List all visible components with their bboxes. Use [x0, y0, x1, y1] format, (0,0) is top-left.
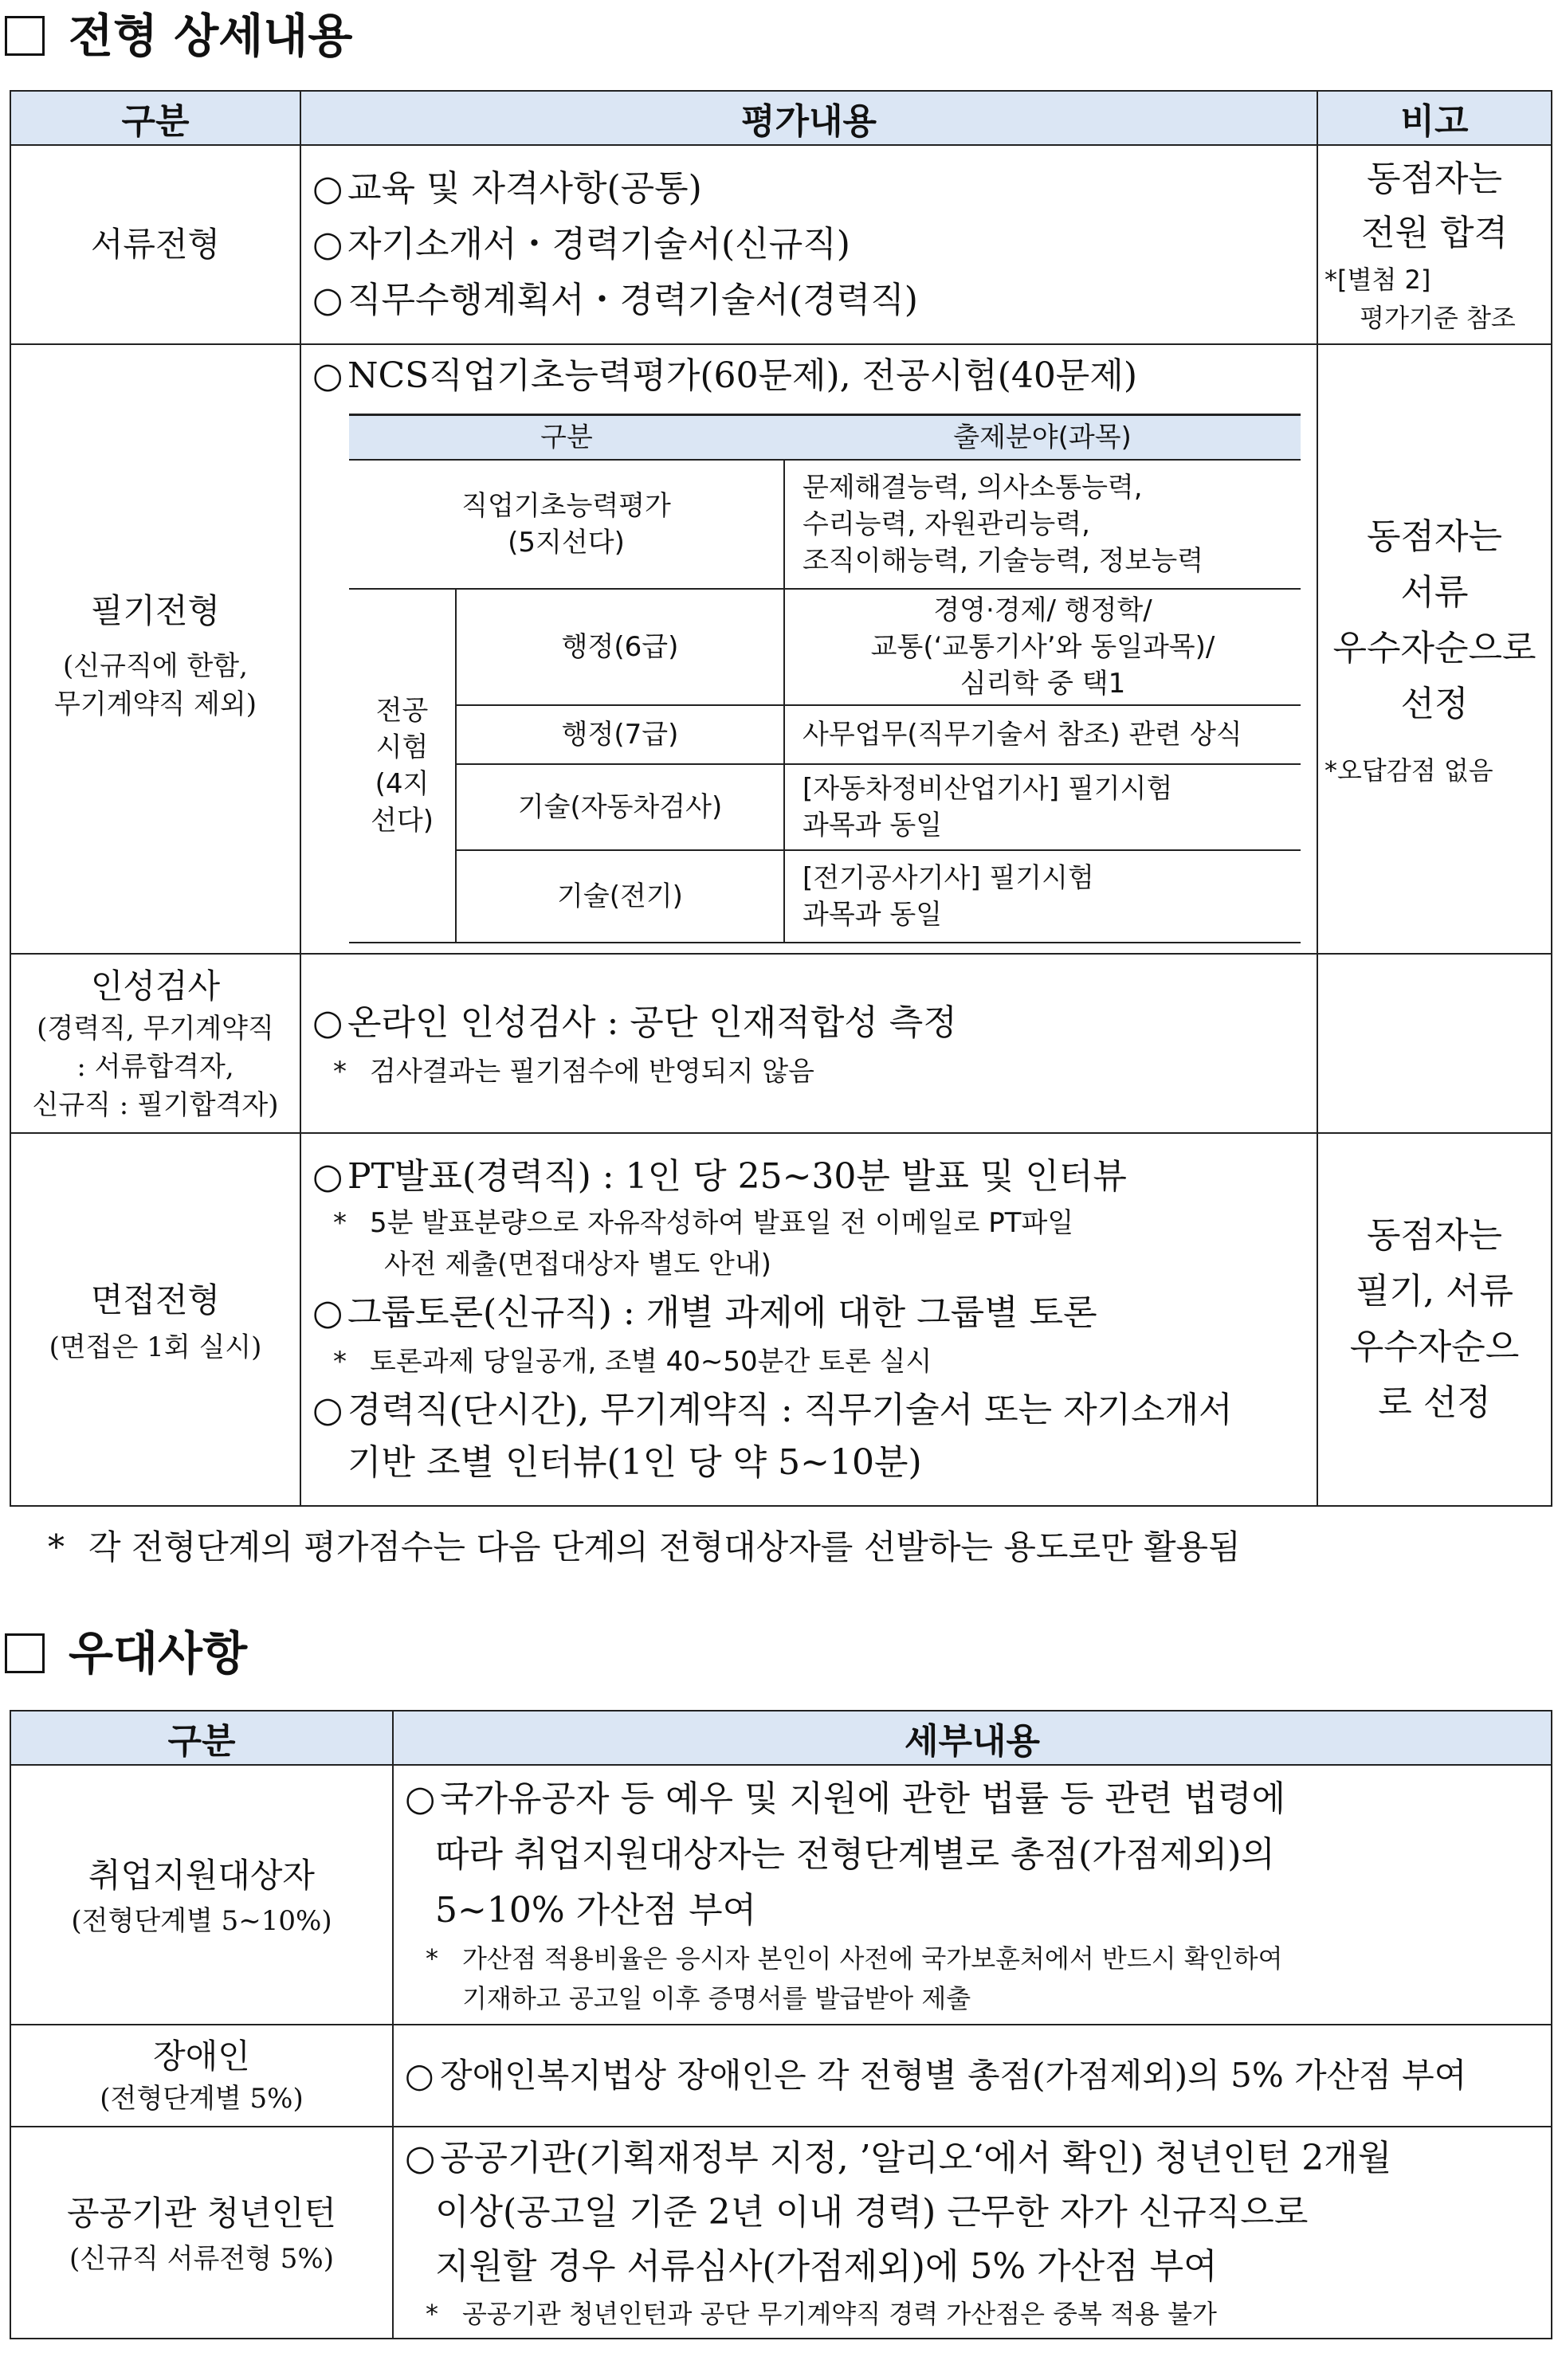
table-row: [10, 1765, 1552, 2025]
header-category: 구분: [10, 1711, 393, 1765]
list-item: ○ 공공기관(기획재정부 지정, ’알리오‘에서 확인) 청년인턴 2개월: [405, 2138, 1392, 2178]
note: * 가산점 적용비율은 응시자 본인이 사전에 국가보훈처에서 반드시 확인하여: [426, 1943, 1283, 1974]
list-item: ○ 온라인 인성검사 : 공단 인재적합성 측정: [312, 1002, 957, 1043]
ncs-fields: 문제해결능력, 의사소통능력, 수리능력, 자원관리능력, 조직이해능력, 기술능력, 정보능력: [784, 460, 1301, 589]
table-row: [349, 460, 1301, 589]
major-fields: [자동차정비산업기사] 필기시험 과목과 동일: [784, 764, 1301, 850]
table-header-row: [10, 91, 1552, 145]
list-item: ○ 장애인복지법상 장애인은 각 전형별 총점(가점제외)의 5% 가산점 부여: [405, 2056, 1467, 2095]
checkbox-icon: [5, 1633, 45, 1673]
interview-content: [300, 1133, 1317, 1506]
list-item: ○ 교육 및 자격사항(공통): [312, 168, 702, 209]
list-item-continued: 이상(공고일 기준 2년 이내 경력) 근무한 자가 신규직으로: [435, 2192, 1309, 2233]
personality-remark: [1317, 954, 1552, 1133]
note: 사전 제출(면접대상자 별도 안내): [384, 1249, 771, 1280]
table-header-row: [10, 1711, 1552, 1765]
major-label: 전공 시험 (4지 선다): [349, 589, 456, 943]
list-item: ○ 국가유공자 등 예우 및 지원에 관한 법률 등 관련 법령에: [405, 1778, 1285, 1819]
note: * 검사결과는 필기점수에 반영되지 않음: [333, 1055, 814, 1088]
table-row: [10, 2025, 1552, 2127]
note: * 토론과제 당일공개, 조별 40∼50분간 토론 실시: [333, 1346, 932, 1378]
table-row-document: [10, 145, 1552, 344]
subject-header-category: 구분: [349, 415, 784, 461]
list-item-continued: 5~10% 가산점 부여: [435, 1890, 757, 1931]
preference-label: 공공기관 청년인턴 (신규직 서류전형 5%): [10, 2127, 393, 2339]
footnote: * 각 전형단계의 평가점수는 다음 단계의 전형대상자를 선발하는 용도로만 활용됨: [48, 1527, 1241, 1566]
table-row: [349, 705, 1301, 764]
section1-title-text: 전형 상세내용: [69, 9, 353, 63]
list-item-continued: 따라 취업지원대상자는 전형단계별로 총점(가점제외)의: [435, 1834, 1275, 1875]
list-item: ○ 경력직(단시간), 무기계약직 : 직무기술서 또는 자기소개서: [312, 1390, 1233, 1430]
document-content: [300, 145, 1317, 344]
selection-detail-table: [10, 90, 1552, 1507]
section2-title-text: 우대사항: [69, 1626, 248, 1680]
preference-label: 취업지원대상자 (전형단계별 5∼10%): [10, 1765, 393, 2025]
section2-title: [5, 1625, 247, 1681]
list-item: ○ PT발표(경력직) : 1인 당 25∼30분 발표 및 인터뷰: [312, 1156, 1127, 1197]
written-remark: 동점자는 서류 우수자순으로 선정 *오답감점 없음: [1317, 344, 1552, 954]
list-item: ○ 직무수행계획서・경력기술서(경력직): [312, 280, 918, 320]
subject-table: [349, 414, 1301, 943]
major-name: 행정(7급): [456, 705, 784, 764]
personality-content: [300, 954, 1317, 1133]
preference-detail: [393, 2127, 1552, 2339]
major-fields: 경영·경제/ 행정학/ 교통(‘교통기사’와 동일과목)/ 심리학 중 택1: [784, 589, 1301, 705]
header-category: 구분: [10, 91, 300, 145]
list-item: ○ 그룹토론(신규직) : 개별 과제에 대한 그룹별 토론: [312, 1292, 1097, 1333]
table-row-written: [10, 344, 1552, 954]
table-row: [349, 850, 1301, 943]
written-content: [300, 344, 1317, 954]
preference-table: [10, 1710, 1552, 2339]
major-fields: [전기공사기사] 필기시험 과목과 동일: [784, 850, 1301, 943]
table-row-personality: [10, 954, 1552, 1133]
major-name: 기술(전기): [456, 850, 784, 943]
personality-label: 인성검사 (경력직, 무기계약직 : 서류합격자, 신규직 : 필기합격자): [10, 954, 300, 1133]
document-label: 서류전형: [10, 145, 300, 344]
note: * 5분 발표분량으로 자유작성하여 발표일 전 이메일로 PT파일: [333, 1207, 1074, 1239]
preference-detail: [393, 2025, 1552, 2127]
header-remark: 비고: [1317, 91, 1552, 145]
table-row: [349, 589, 1301, 705]
subject-table-header: [349, 415, 1301, 461]
major-name: 기술(자동차검사): [456, 764, 784, 850]
subject-header-field: 출제분야(과목): [784, 415, 1301, 461]
note: * 공공기관 청년인턴과 공단 무기계약직 경력 가산점은 중복 적용 불가: [426, 2299, 1217, 2329]
table-row: [10, 2127, 1552, 2339]
checkbox-icon: [5, 16, 45, 56]
major-name: 행정(6급): [456, 589, 784, 705]
table-row-interview: [10, 1133, 1552, 1506]
interview-label: 면접전형 (면접은 1회 실시): [10, 1133, 300, 1506]
written-label: 필기전형 (신규직에 한함, 무기계약직 제외): [10, 344, 300, 954]
section1-title: [5, 8, 352, 64]
note: 기재하고 공고일 이후 증명서를 발급받아 제출: [462, 1983, 971, 2013]
major-fields: 사무업무(직무기술서 참조) 관련 상식: [784, 705, 1301, 764]
ncs-label: 직업기초능력평가 (5지선다): [349, 460, 784, 589]
header-detail: 세부내용: [393, 1711, 1552, 1765]
list-item-continued: 지원할 경우 서류심사(가점제외)에 5% 가산점 부여: [435, 2246, 1218, 2287]
preference-detail: [393, 1765, 1552, 2025]
table-row: [349, 764, 1301, 850]
list-item: ○ NCS직업기초능력평가(60문제), 전공시험(40문제): [312, 355, 1137, 396]
interview-remark: 동점자는 필기, 서류 우수자순으 로 선정: [1317, 1133, 1552, 1506]
document-remark: 동점자는 전원 합격 *[별첨 2] 평가기준 참조: [1317, 145, 1552, 344]
list-item: ○ 자기소개서・경력기술서(신규직): [312, 224, 850, 265]
header-evaluation: 평가내용: [300, 91, 1317, 145]
preference-label: 장애인 (전형단계별 5%): [10, 2025, 393, 2127]
list-item-continued: 기반 조별 인터뷰(1인 당 약 5~10분): [347, 1442, 922, 1483]
